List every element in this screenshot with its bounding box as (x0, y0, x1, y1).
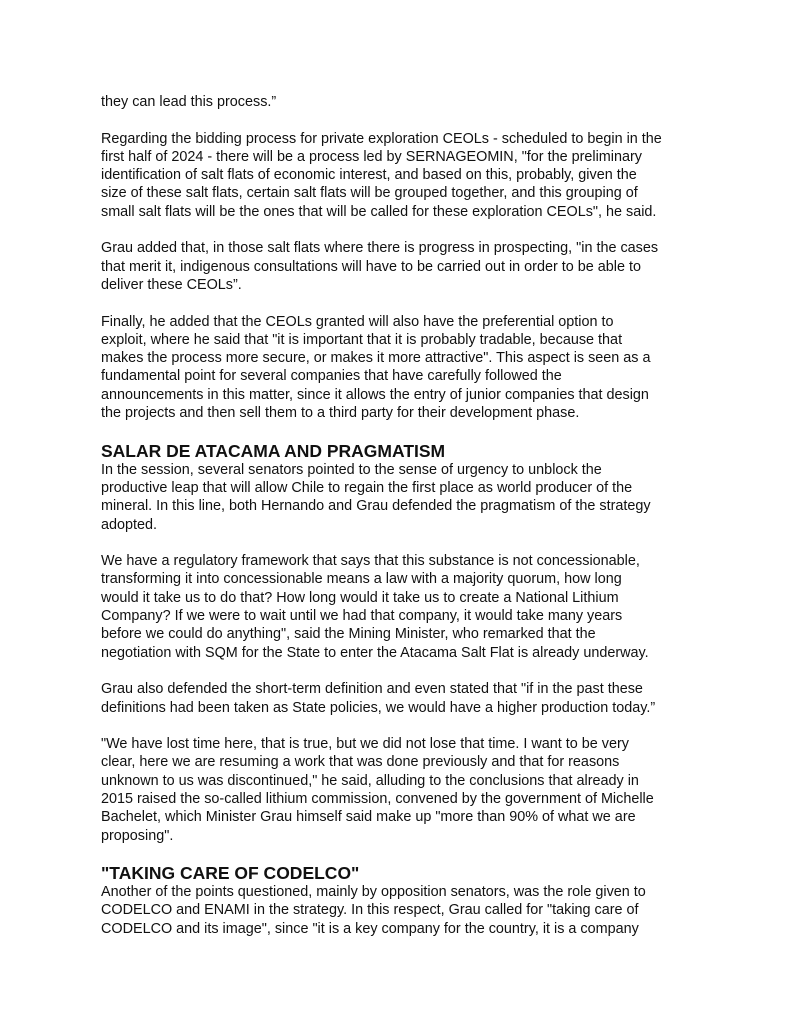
paragraph-codelco-role: Another of the points questioned, mainly by opposition senators, was the role given to CODELCO and ENAMI in the strategy. In this respect, Grau called for "taking care of CODELCO and its image", since "it is a key company for the country, it is a company (101, 884, 646, 937)
paragraph-indigenous-consultations: Grau added that, in those salt flats where there is progress in prospecting, "in the cases that merit it, indigenous consultations will have to be carried out in order to be able to deliver these CEOLs”. (101, 240, 659, 293)
paragraph-regulatory-framework: We have a regulatory framework that says that this substance is not concessionable, transforming it into concessionable means a law with a majority quorum, how long would it take us to do that? How long would it take us to create a National Lithium Company? If we were to wait until we had that company, it would take many years before we could do anything", said the Mining Minister, who remarked that the negotiation with SQM for the State to enter the Atacama Salt Flat is already underway. (101, 553, 649, 661)
paragraph-sense-of-urgency: In the session, several senators pointed to the sense of urgency to unblock the productive leap that will allow Chile to regain the first place as world producer of the mineral. In this line, both Hernando and Grau defended the pragmatism of the strategy adopted. (101, 461, 651, 533)
paragraph-preferential-option: Finally, he added that the CEOLs granted will also have the preferential option to exploit, where he said that "it is important that it is probably tradable, because that makes the process more secure, or makes it more attractive". This aspect is seen as a fundamental point for several companies that have carefully followed the announcements in this matter, since it allows the entry of junior companies that design the projects and then sell them to a third party for their development phase. (101, 313, 651, 422)
paragraph-short-term-definition: Grau also defended the short-term definition and even stated that "if in the past these definitions had been taken as State policies, we would have a higher production today.” (101, 681, 656, 716)
section-heading-taking-care-of-codelco: "TAKING CARE OF CODELCO" (101, 863, 360, 884)
document-page (101, 93, 701, 956)
paragraph-continuation: they can lead this process.” (101, 94, 277, 110)
section-heading-salar-de-atacama: SALAR DE ATACAMA AND PRAGMATISM (101, 440, 446, 461)
paragraph-lost-time: "We have lost time here, that is true, but we did not lose that time. I want to be very clear, here we are resuming a work that was done previously and that for reasons unknown to us was discontinued," he said, alluding to the conclusions that already in 2015 raised the so-called lithium commission, convened by the government of Michelle Bachelet, which Minister Grau himself said make up "more than 90% of what we are proposing". (101, 736, 654, 844)
paragraph-bidding-process: Regarding the bidding process for private exploration CEOLs - scheduled to begin in the first half of 2024 - there will be a process led by SERNAGEOMIN, "for the preliminary identification of salt flats of economic interest, and based on this, probably, given the size of these salt flats, certain salt flats will be grouped together, and this grouping of small salt flats will be the ones that will be called for these exploration CEOLs", he said. (101, 130, 662, 220)
